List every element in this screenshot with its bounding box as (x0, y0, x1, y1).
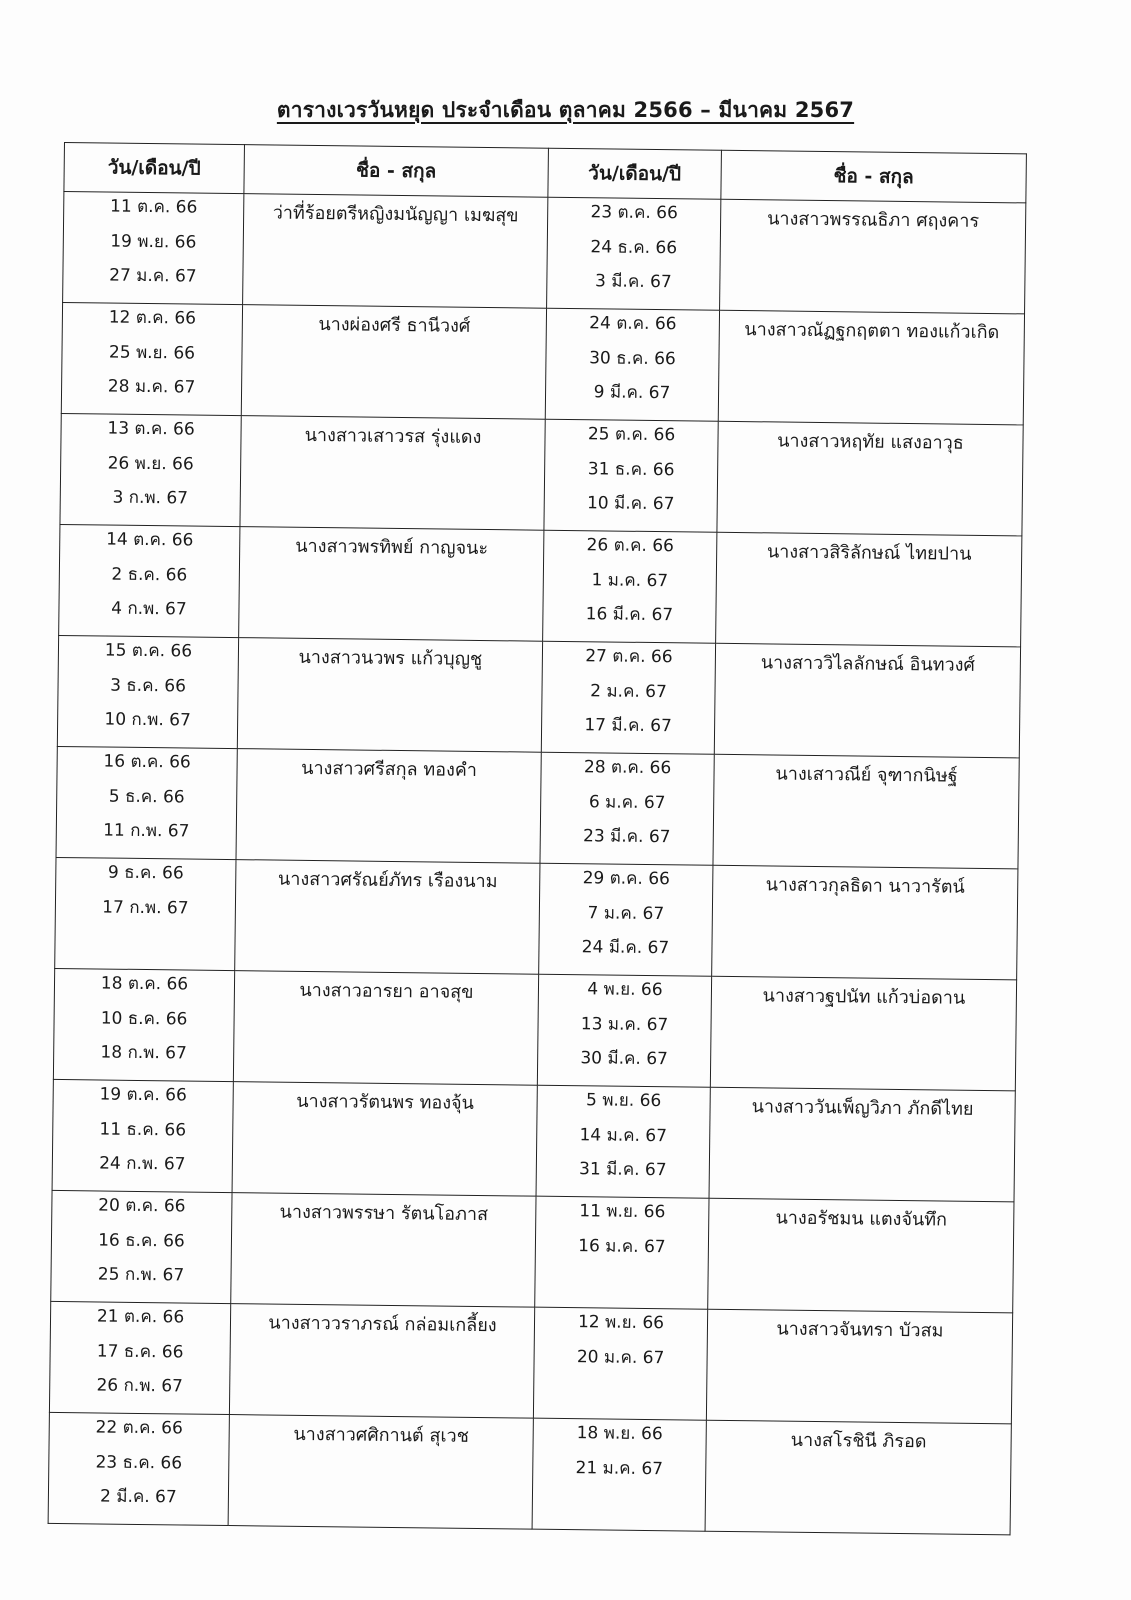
left-staff-name: นางผ่องศรี ธานีวงศ์ (241, 305, 546, 420)
right-dates-cell (540, 752, 714, 865)
duty-date: 31 มี.ค. 67 (578, 1159, 667, 1181)
duty-date: 10 ก.พ. 67 (104, 709, 191, 731)
duty-date: 21 ม.ค. 67 (575, 1457, 664, 1479)
duty-date: 5 ธ.ค. 66 (108, 786, 185, 807)
duty-date: 26 พ.ย. 66 (107, 453, 194, 475)
left-staff-name: นางสาววราภรณ์ กล่อมเกลี้ยง (229, 1304, 534, 1419)
duty-date: 20 ต.ค. 66 (98, 1195, 186, 1217)
right-dates-cell (535, 1196, 709, 1309)
duty-date: 16 ต.ค. 66 (103, 751, 191, 773)
duty-date: 25 ต.ค. 66 (587, 424, 676, 446)
duty-date: 4 พ.ย. 66 (587, 979, 663, 1001)
duty-date: 15 ต.ค. 66 (104, 640, 193, 662)
duty-date: 23 มี.ค. 67 (582, 826, 671, 848)
right-staff-name: นางอรัชมน แตงจันทึก (708, 1198, 1014, 1313)
duty-date: 16 ธ.ค. 66 (98, 1229, 185, 1252)
right-staff-name: นางสาวณัฏฐกฤตตา ทองแก้วเกิด (718, 310, 1024, 425)
duty-date: 11 ก.พ. 67 (103, 820, 190, 842)
header-left-date: วัน/เดือน/ปี (64, 143, 245, 194)
header-left-name: ชื่อ - สกุล (244, 145, 549, 198)
duty-date: 19 ต.ค. 66 (99, 1084, 187, 1106)
duty-date: 24 ธ.ค. 66 (590, 236, 678, 258)
duty-date: 28 ต.ค. 66 (583, 757, 672, 779)
duty-date: 14 ม.ค. 67 (579, 1124, 668, 1146)
right-dates-cell (547, 197, 721, 310)
right-staff-name: นางสาวพรรณธิภา ศฤงคาร (720, 199, 1026, 314)
table-row (59, 524, 1022, 646)
left-staff-name: นางสาวเสาวรส รุ่งแดง (240, 416, 545, 531)
left-dates-cell (48, 1412, 229, 1525)
duty-date: 18 ก.พ. 67 (100, 1042, 187, 1064)
duty-date: 24 มี.ค. 67 (581, 937, 670, 959)
duty-date: 3 ก.พ. 67 (112, 487, 189, 509)
right-staff-name: นางสาวกุลธิดา นาวารัตน์ (712, 865, 1018, 980)
duty-date: 11 พ.ย. 66 (579, 1201, 666, 1223)
duty-date: 2 มี.ค. 67 (99, 1486, 177, 1508)
duty-date: 23 ต.ค. 66 (590, 202, 678, 224)
duty-date: 6 ม.ค. 67 (588, 791, 666, 813)
duty-date: 17 มี.ค. 67 (584, 715, 672, 737)
table-row (55, 857, 1018, 979)
table-row (52, 1079, 1015, 1201)
duty-date: 5 พ.ย. 66 (585, 1090, 662, 1112)
left-dates-cell (56, 746, 237, 859)
table-row (51, 1190, 1014, 1312)
duty-date: 20 ม.ค. 67 (576, 1346, 665, 1368)
left-dates-cell (57, 635, 238, 748)
duty-date: 14 ต.ค. 66 (106, 529, 194, 551)
table-row (60, 413, 1023, 535)
header-right-name: ชื่อ - สกุล (721, 150, 1027, 203)
left-staff-name: นางสาวนวพร แก้วบุญชู (237, 638, 542, 753)
duty-date: 16 มี.ค. 67 (585, 604, 674, 626)
right-staff-name: นางเสาวณีย์ จุฑากนิษฐ์ (713, 754, 1019, 869)
duty-date: 13 ต.ค. 66 (107, 418, 195, 440)
duty-date: 28 ม.ค. 67 (107, 376, 196, 398)
duty-date: 27 ต.ค. 66 (585, 646, 673, 668)
right-dates-cell (533, 1307, 707, 1420)
left-dates-cell (53, 968, 234, 1081)
table-row (48, 1412, 1011, 1534)
left-dates-cell (51, 1190, 232, 1303)
duty-date: 18 ต.ค. 66 (100, 973, 189, 995)
table-row (56, 746, 1019, 868)
right-staff-name: นางสาวจันทรา บัวสม (706, 1309, 1012, 1424)
duty-date: 2 ธ.ค. 66 (111, 564, 188, 585)
duty-date: 22 ต.ค. 66 (95, 1417, 183, 1439)
left-dates-cell (49, 1301, 230, 1414)
duty-date: 1 ม.ค. 67 (591, 569, 669, 591)
duty-date: 31 ธ.ค. 66 (587, 458, 675, 480)
header-right-date: วัน/เดือน/ปี (548, 148, 722, 199)
left-dates-cell (55, 857, 236, 970)
right-dates-cell (545, 308, 719, 421)
left-staff-name: นางสาวศรัณย์ภัทร เรืองนาม (235, 860, 540, 975)
table-body (48, 192, 1026, 1535)
left-staff-name: นางสาวพรรษา รัตนโอภาส (231, 1193, 536, 1308)
duty-date: 2 ม.ค. 67 (590, 680, 667, 702)
holiday-duty-table (48, 142, 1027, 1535)
duty-date: 9 ธ.ค. 66 (107, 862, 184, 884)
table-row (53, 968, 1016, 1090)
left-staff-name: นางสาวอารยา อาจสุข (233, 971, 538, 1086)
duty-date: 9 มี.ค. 67 (593, 382, 671, 404)
document-title (0, 94, 1131, 127)
right-dates-cell (539, 863, 713, 976)
document-title-text: ตารางเวรวันหยุด ประจำเดือน ตุลาคม 2566 – มีนาคม 2567 (276, 98, 855, 122)
duty-date: 19 พ.ย. 66 (110, 231, 197, 253)
duty-date: 3 มี.ค. 67 (594, 271, 672, 293)
duty-date: 18 พ.ย. 66 (576, 1423, 663, 1445)
right-dates-cell (537, 974, 711, 1087)
duty-date: 24 ต.ค. 66 (589, 313, 677, 335)
left-dates-cell (61, 302, 242, 415)
left-dates-cell (52, 1079, 233, 1192)
duty-date: 29 ต.ค. 66 (582, 868, 671, 890)
duty-date: 10 มี.ค. 67 (586, 493, 675, 515)
right-staff-name: นางสาววิไลลักษณ์ อินทวงศ์ (714, 643, 1020, 758)
duty-date: 26 ก.พ. 67 (96, 1375, 184, 1397)
table-row (61, 302, 1024, 424)
left-dates-cell (63, 192, 244, 305)
table-row (57, 635, 1020, 757)
duty-date: 11 ต.ค. 66 (109, 196, 198, 218)
duty-date: 7 ม.ค. 67 (587, 902, 665, 924)
right-staff-name: นางสาวสิริลักษณ์ ไทยปาน (716, 532, 1022, 647)
right-staff-name: นางสาววันเพ็ญวิภา ภักดีไทย (709, 1087, 1015, 1202)
duty-date: 25 ก.พ. 67 (97, 1264, 185, 1286)
duty-date: 27 ม.ค. 67 (109, 265, 197, 287)
right-dates-cell (532, 1418, 706, 1531)
duty-date: 30 มี.ค. 67 (580, 1048, 669, 1070)
duty-date: 13 ม.ค. 67 (580, 1013, 669, 1035)
right-staff-name: นางสาวหฤทัย แสงอาวุธ (717, 421, 1023, 536)
duty-date: 30 ธ.ค. 66 (589, 347, 676, 369)
right-dates-cell (543, 530, 717, 643)
left-staff-name: นางสาวศศิกานต์ สุเวช (228, 1415, 533, 1530)
duty-date: 17 ก.พ. 67 (102, 897, 189, 919)
duty-date: 12 พ.ย. 66 (577, 1312, 665, 1334)
duty-date: 11 ธ.ค. 66 (99, 1118, 187, 1141)
left-staff-name: ว่าที่ร้อยตรีหญิงมนัญญา เมฆสุข (243, 194, 548, 309)
table-row (63, 192, 1026, 314)
right-dates-cell (541, 641, 715, 754)
duty-date: 24 ก.พ. 67 (99, 1153, 186, 1175)
left-dates-cell (59, 524, 240, 637)
table-row (49, 1301, 1012, 1423)
duty-date: 25 พ.ย. 66 (108, 342, 196, 364)
left-dates-cell (60, 413, 241, 526)
duty-date: 17 ธ.ค. 66 (96, 1340, 184, 1363)
left-staff-name: นางสาวรัตนพร ทองจุ้น (232, 1082, 537, 1197)
left-staff-name: นางสาวศรีสกุล ทองคำ (236, 749, 541, 864)
left-staff-name: นางสาวพรทิพย์ กาญจนะ (239, 527, 544, 642)
duty-date: 16 ม.ค. 67 (578, 1235, 666, 1257)
duty-date: 21 ต.ค. 66 (96, 1306, 185, 1328)
right-dates-cell (536, 1085, 710, 1198)
duty-date: 10 ธ.ค. 66 (100, 1007, 188, 1030)
duty-date: 4 ก.พ. 67 (111, 598, 187, 620)
right-dates-cell (544, 419, 718, 532)
right-staff-name: นางสโรชินี ภิรอด (705, 1420, 1011, 1535)
duty-date: 3 ธ.ค. 66 (110, 675, 187, 696)
duty-date: 26 ต.ค. 66 (586, 535, 675, 557)
right-staff-name: นางสาวฐปนัท แก้วบ่อดาน (710, 976, 1016, 1091)
duty-date: 23 ธ.ค. 66 (95, 1451, 183, 1473)
duty-date: 12 ต.ค. 66 (108, 307, 197, 329)
